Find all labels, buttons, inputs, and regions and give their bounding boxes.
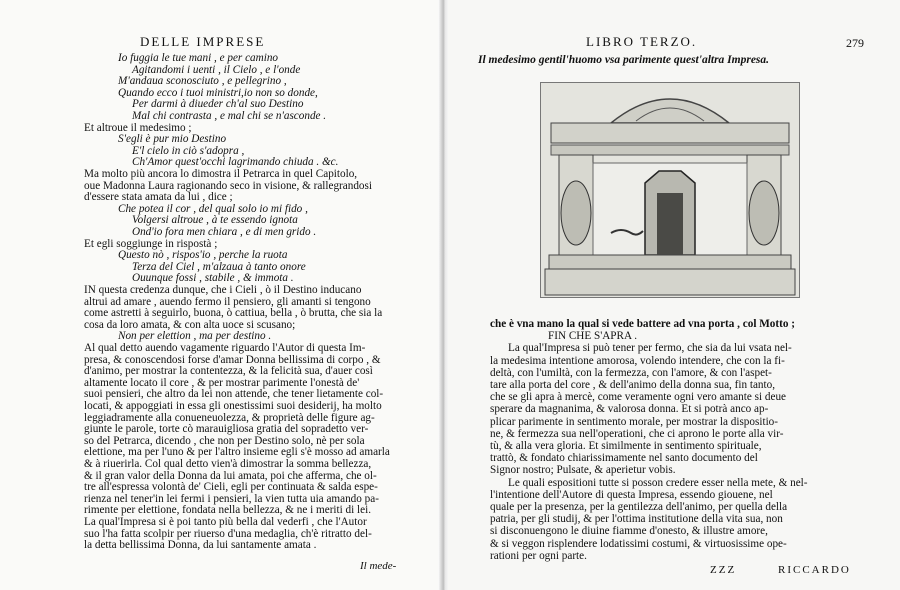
left-text-line: Ond'io fora men chiara , e di men grido . xyxy=(132,226,317,238)
left-text-line: Quando ecco i tuoi ministri,io non so donde, xyxy=(118,86,318,99)
right-text-line: la medesima intentione amorosa, volendo intendere, che con la fi- xyxy=(490,354,785,367)
right-text-line: sperare da magnanima, & valorosa donna. Et si potrà anco ap- xyxy=(490,403,769,416)
impresa-engraving xyxy=(540,82,800,298)
right-text-line: che è vna mano la qual si vede battere ad vna porta , col Motto ; xyxy=(490,318,795,330)
right-text-line: si disconuengono le diuine fiamme d'onesto, & illustre amore, xyxy=(490,525,768,538)
left-text-line: M'andaua sconosciuto , e pellegrino , xyxy=(118,75,287,88)
impresa-intro: Il medesimo gentil'huomo vsa parimente quest'altra Impresa. xyxy=(478,54,770,66)
left-page xyxy=(0,0,440,590)
right-text-line: quale per la presenza, per la gentilezza dell'animo, per quella della xyxy=(490,501,788,513)
left-text-line: rienza nel tener'in lei fermi i pensieri, la vien tutta uia amando pa- xyxy=(84,492,379,505)
right-text-line: che se gli apra à mercè, come veramente ogni vero amante si deue xyxy=(490,391,787,404)
left-text-line: come astretti à seguirlo, buona, ò cattiua, bella , ò brutta, che sia la xyxy=(84,307,383,320)
right-text-line: & si veggon risplendere lodatissimi costumi, & virtuosissime ope- xyxy=(490,537,787,550)
left-text-line: oue Madonna Laura ragionando seco in visione, & rallegrandosi xyxy=(84,179,372,192)
left-text-line: elettione, ma per l'uno & per l'altro insieme egli s'è mosso ad amarla xyxy=(84,446,390,459)
left-text-line: & à riuerirla. Col qual detto vien'à dimostrar la somma bellezza, xyxy=(84,458,372,470)
left-text-line: Mal chi contrasta , e mal chi se n'asconde . xyxy=(132,110,327,122)
left-text-line: Agitandomi i uenti , il Cielo , e l'onde xyxy=(132,63,301,76)
left-text-line: suoi pensieri, che altro da lei non attende, che tener lietamente col- xyxy=(84,388,384,401)
left-text-line: IN questa credenza dunque, che i Cieli , ò il Destino inducano xyxy=(84,284,362,296)
right-catchword: RICCARDO xyxy=(778,564,851,576)
left-text-line: S'egli è pur mio Destino xyxy=(118,133,227,146)
left-text-line: Ma molto più ancora lo dimostra il Petrarca in quel Capitolo, xyxy=(84,168,358,180)
left-text-line: La qual'Impresa si è poi tanto più bella dal vederfi , che l'Autor xyxy=(84,516,367,528)
left-text-line: Questo nò , rispos'io , perche la ruota xyxy=(118,249,288,262)
left-text-line: & il gran valor della Donna da lui amata, poi che afferma, che ol- xyxy=(84,469,377,482)
left-text-line: Ch'Amor quest'occhi lagrimando chiuda . &c. xyxy=(132,156,339,169)
left-text-line: Et altroue il medesimo ; xyxy=(84,121,192,134)
left-text-line: Al qual detto auendo vagamente riguardo l'Autor di questa Im- xyxy=(84,342,366,354)
right-text-line: Le quali espositioni tutte si posson credere esser nella mete, & nel- xyxy=(508,476,808,489)
left-text-line: d'essere stata amata da lui , dice ; xyxy=(84,191,233,204)
left-text-line: presa, & conoscendosi forse d'amar Donna bellissima di corpo , & xyxy=(84,353,381,366)
left-text-line: Io fuggia le tue mani , e per camino xyxy=(118,52,279,64)
left-text-line: rimente per elettione, fondata nella bellezza, & ne i meriti di lei. xyxy=(84,504,372,517)
left-catchword: Il mede- xyxy=(360,560,397,572)
left-text-line: altamente locato il core , & per mostrar parimente l'onestà de' xyxy=(84,376,360,389)
left-text-line: Volgersi altroue , à te essendo ignota xyxy=(132,214,298,227)
right-text-line: tù, & alla vera gloria. Et similmente in sentimento spirituale, xyxy=(490,440,762,452)
right-text-line: l'intentione dell'Autore di questa Impresa, essendo giouene, nel xyxy=(490,488,773,501)
left-text-line: Per darmi à diueder ch'al suo Destino xyxy=(132,98,304,111)
right-running-header: LIBRO TERZO. xyxy=(586,34,698,49)
right-page xyxy=(448,0,900,590)
left-text-line: Non per elettion , ma per destino . xyxy=(118,330,272,343)
page-number: 279 xyxy=(846,36,864,50)
left-text-line: leggiadramente alla conueneuolezza, & proprietà delle figure ag- xyxy=(84,411,375,424)
left-text-line: locati, & appoggiati in essa gli onestissimi suoi desiderij, ha molto xyxy=(84,400,382,412)
right-text-line: rationi per ogni parte. xyxy=(490,549,587,562)
left-text-line: Che potea il cor , del qual solo io mi fido , xyxy=(118,202,308,215)
left-text-line: so del Petrarca, dicendo , che non per Destino solo, nè per sola xyxy=(84,434,365,447)
left-text-line: E'l cielo in ciò s'adopra , xyxy=(132,144,245,157)
right-text-line: Signor nostro; Pulsate, & aperietur vobis. xyxy=(490,464,676,477)
right-text-line: patria, per gli studij, & per l'ottima institutione della vita sua, non xyxy=(490,513,783,526)
signature-mark: ZZZ xyxy=(710,564,737,576)
left-text-line: Et egli soggiunge in rispostà ; xyxy=(84,237,218,250)
left-text-line: suo l'ha fatta scolpir per riuerso d'una medaglia, ch'è ritratto del- xyxy=(84,527,372,540)
left-text-line: altrui ad amare , auendo fermo il pensiero, gli amanti si tengono xyxy=(84,295,371,308)
left-text-line: d'animo, per mostrar la contentezza, & la felicità sua, d'auer così xyxy=(84,365,373,378)
left-text-line: Terza del Ciel , m'alzaua à tanto onore xyxy=(132,260,306,273)
right-text-line: ne, & fermezza sua nell'operationi, che ci aprono le porte alla vir- xyxy=(490,427,784,440)
right-text-line: plicar parimente in sentimento morale, per mostrar la dispositio- xyxy=(490,415,778,428)
right-text-line: deltà, con l'umiltà, con la fermezza, con l'amore, & con l'aspet- xyxy=(490,366,772,379)
left-text-line: cosa da loro amata, & con alta uoce si scusano; xyxy=(84,318,296,331)
right-text-line: FIN CHE S'APRA . xyxy=(548,330,638,343)
hand-knocking-door-engraving xyxy=(541,83,799,297)
left-text-line: Ouunque fossi , stabile , & immota . xyxy=(132,272,294,285)
left-running-header: DELLE IMPRESE xyxy=(140,34,266,49)
right-text-line: La qual'Impresa si può tener per fermo, che sia da lui vsata nel- xyxy=(508,342,792,355)
right-text-line: tare alla porta del core , & dell'animo della donna sua, fin tanto, xyxy=(490,379,776,391)
left-text-line: giunte le parole, torte cò marauigliosa gratia del sopradetto ver- xyxy=(84,423,369,436)
right-text-line: trattò, & fondato chiarissimamente nel santo documento del xyxy=(490,452,758,465)
left-text-line: tre all'espressa volontà de' Cieli, egli per continuata & salda espe- xyxy=(84,481,378,494)
left-text-line: la detta bellissima Donna, da lui santamente amata . xyxy=(84,539,317,552)
